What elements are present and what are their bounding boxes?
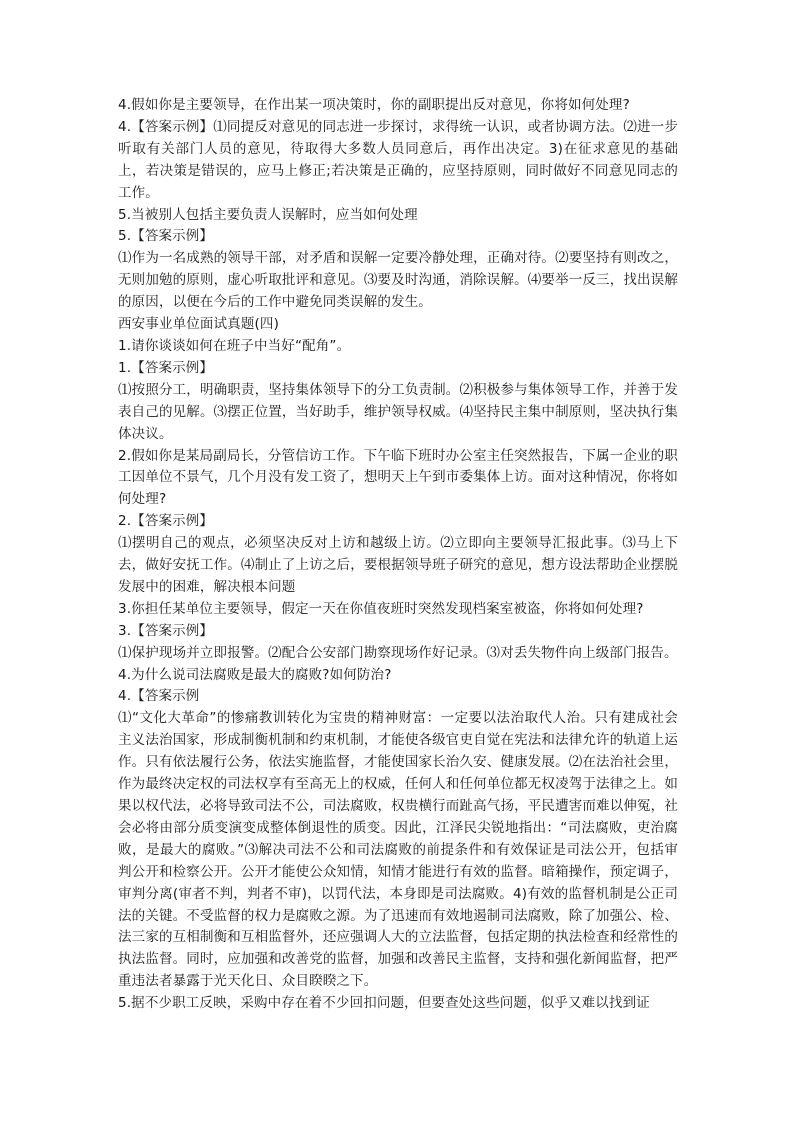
question-4b-text: 4.为什么说司法腐败是最大的腐败?如何防治? — [118, 666, 392, 683]
answer-5-heading: 5.【答案示例】 — [118, 228, 214, 245]
question-4-text: 4.假如你是主要领导，在作出某一项决策时，你的副职提出反对意见，你将如何处理? — [118, 97, 630, 113]
answer-3-heading: 3.【答案示例】 — [118, 622, 214, 639]
section-title: 西安事业单位面试真题(四) — [118, 316, 279, 333]
question-3-text: 3.你担任某单位主要领导，假定一天在你值夜班时突然发现档案室被盗，你将如何处理? — [118, 600, 644, 617]
answer-4-text: 4.【答案示例】⑴同提反对意见的同志进一步探讨，求得统一认识，或者协调方法。⑵进一步听取有关部门人员的意见，待取得大多数人员同意后，再作出决定。3)在征求意见的基础上，若决策是错误的，应马上修正;若决策是正确的，应坚持原则，同时做好不同意见同志的工作。 — [118, 118, 678, 201]
question-1-text: 1.请你谈谈如何在班子中当好“配角”。 — [118, 337, 351, 354]
question-5-text: 5.当被别人包括主要负责人误解时，应当如何处理 — [118, 206, 418, 223]
answer-5-text: ⑴作为一名成熟的领导干部，对矛盾和误解一定要冷静处理，正确对待。⑵要坚持有则改之，无则加勉的原则，虚心听取批评和意见。⑶要及时沟通，消除误解。⑷要举一反三，找出误解的原因，以便在今后的工作中避免同类误解的发生。 — [118, 250, 678, 311]
answer-1-text: ⑴按照分工，明确职责，坚持集体领导下的分工负责制。⑵积极参与集体领导工作，并善于发表自己的见解。⑶摆正位置，当好助手，维护领导权威。⑷坚持民主集中制原则，坚决执行集体决议。 — [118, 381, 678, 442]
answer-4b-heading: 4.【答案示例 — [118, 688, 200, 705]
answer-3-text: ⑴保护现场并立即报警。⑵配合公安部门勘察现场作好记录。⑶对丢失物件向上级部门报告。 — [118, 644, 678, 661]
answer-4b-text: ⑴“文化大革命”的惨痛教训转化为宝贵的精神财富：一定要以法治取代人治。只有建成社会主义法治国家，形成制衡机制和约束机制，才能使各级官吏自觉在宪法和法律允许的轨道上运作。只有依法履行公务，依法实施监督，才能使国家长治久安、健康发展。⑵在法治社会里，作为最终决定权的司法权享有至高无上的权威，任何人和任何单位都无权凌驾于法律之上。如果以权代法，必将导致司法不公，司法腐败，权贵横行而趾高气扬，平民遭害而难以伸冤，社会必将由部分质变演变成整体倒退性的质变。因此，江泽民尖锐地指出：“司法腐败，吏治腐败，是最大的腐败。”⑶解决司法不公和司法腐败的前提条件和有效保证是司法公开，包括审判公开和检察公开。公开才能使公众知情，知情才能进行有效的监督。暗箱操作，预定调子，审判分离(审者不判，判者不审)，以罚代法，本身即是司法腐败。4)有效的监督机制是公正司法的关键。不受监督的权力是腐败之源。为了迅速而有效地遏制司法腐败，除了加强公、检、法三家的互相制衡和互相监督外，还应强调人大的立法监督，包括定期的执法检查和经常性的执法监督。同时，应加强和改善党的监督，加强和改善民主监督，支持和强化新闻监督，把严重违法者暴露于光天化日、众目睽睽之下。 — [118, 710, 678, 990]
question-5b-text: 5.据不少职工反映，采购中存在着不少回扣问题，但要查处这些问题，似乎又难以找到证 — [118, 995, 650, 1012]
answer-2-text: ⑴摆明自己的观点，必须坚决反对上访和越级上访。⑵立即向主要领导汇报此事。⑶马上下去，做好安抚工作。⑷制止了上访之后，要根据领导班子研究的意见，想方设法帮助企业摆脱发展中的困难，解决根本问题 — [118, 535, 678, 595]
question-2-text: 2.假如你是某局副局长，分管信访工作。下午临下班时办公室主任突然报告，下属一企业的职工因单位不景气，几个月没有发工资了，想明天上午到市委集体上访。面对这种情况，你将如何处理? — [118, 447, 678, 508]
answer-2-heading: 2.【答案示例】 — [118, 513, 214, 530]
document-page — [118, 95, 678, 1015]
answer-1-heading: 1.【答案示例】 — [118, 359, 214, 376]
